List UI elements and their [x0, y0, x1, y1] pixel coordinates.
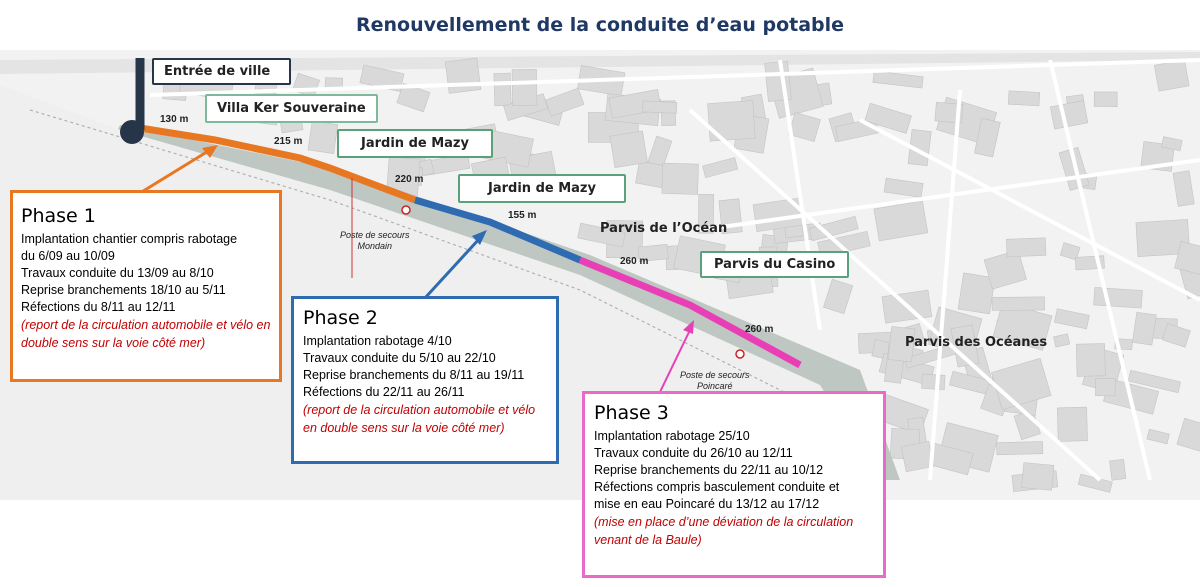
phase2-line: Réfections du 22/11 au 26/11: [303, 385, 465, 399]
city-block: [494, 73, 511, 106]
place-parvis-casino: Parvis du Casino: [700, 251, 849, 278]
phase3-title: Phase 3: [594, 402, 669, 424]
phase2-line: Implantation rabotage 4/10: [303, 334, 452, 348]
place-villa-ker-souveraine: Villa Ker Souveraine: [205, 94, 378, 123]
distance-label-4: 155 m: [508, 210, 537, 221]
city-block: [1006, 238, 1046, 257]
phase1-line: Implantation chantier compris rabotage: [21, 232, 238, 246]
phase2-box: [291, 296, 559, 464]
city-block: [992, 297, 1045, 311]
city-block: [1076, 344, 1105, 377]
phase1-line: Reprise branchements 18/10 au 5/11: [21, 283, 226, 297]
city-block: [662, 163, 699, 194]
phase3-box: [582, 391, 886, 578]
phase3-line: mise en eau Poincaré du 13/12 au 17/12: [594, 497, 820, 511]
poste-poincare-label: [680, 370, 750, 392]
poste-mondain-line2: Mondain: [357, 241, 393, 251]
city-block: [708, 101, 756, 142]
city-block: [1132, 312, 1156, 345]
city-block: [1154, 60, 1189, 91]
city-block: [765, 61, 792, 101]
city-block: [922, 374, 945, 390]
place-parvis-oceanes: Parvis des Océanes: [905, 335, 1048, 350]
poste-mondain-marker: [402, 206, 410, 214]
city-block: [1110, 459, 1126, 480]
page-title: Renouvellement de la conduite d’eau potable: [355, 14, 845, 36]
phase1-box: [10, 190, 282, 382]
distance-label-3: 220 m: [395, 174, 424, 185]
distance-label-5: 260 m: [620, 256, 649, 267]
city-block: [1022, 463, 1054, 491]
city-block: [1095, 378, 1115, 395]
city-block: [610, 131, 648, 168]
poste-poincare-marker: [736, 350, 744, 358]
place-parvis-ocean: Parvis de l’Océan: [600, 221, 728, 236]
place-jardin-de-mazy-1: Jardin de Mazy: [337, 129, 493, 158]
city-block: [901, 441, 933, 472]
phase3-line: Reprise branchements du 22/11 au 10/12: [594, 463, 824, 477]
distance-label-1: 130 m: [160, 114, 189, 125]
city-block: [1008, 91, 1040, 106]
city-block: [445, 58, 481, 93]
poste-mondain-line1: Poste de secours: [340, 230, 410, 240]
phase3-line: Travaux conduite du 26/10 au 12/11: [594, 446, 793, 460]
city-block: [643, 101, 677, 113]
phase2-note: (report de la circulation automobile et vélo en double sens sur la voie côté mer): [303, 403, 536, 435]
city-block: [308, 121, 338, 154]
phase2-title: Phase 2: [303, 307, 378, 329]
city-block: [1057, 407, 1087, 441]
phase1-line: Réfections du 8/11 au 12/11: [21, 300, 176, 314]
phase3-note: (mise en place d’une déviation de la circulation venant de la Baule): [594, 515, 854, 547]
place-jardin-de-mazy-2: Jardin de Mazy: [458, 174, 626, 203]
phase1-line: Travaux conduite du 13/09 au 8/10: [21, 266, 214, 280]
phase2-line: Reprise branchements du 8/11 au 19/11: [303, 368, 525, 382]
city-block: [512, 69, 537, 105]
city-block: [1094, 92, 1117, 107]
poste-poincare-line1: Poste de secours: [680, 370, 750, 380]
place-entree-de-ville: Entrée de ville: [152, 58, 291, 85]
poste-mondain-label: [340, 230, 410, 252]
phase3-line: Réfections compris basculement conduite et: [594, 480, 840, 494]
city-block: [1094, 287, 1143, 308]
poste-poincare-line2: Poincaré: [697, 381, 733, 391]
distance-label-2: 215 m: [274, 136, 303, 147]
phase2-line: Travaux conduite du 5/10 au 22/10: [303, 351, 496, 365]
city-block: [997, 442, 1043, 455]
entree-roundabout: [120, 120, 144, 144]
distance-label-6: 260 m: [745, 324, 774, 335]
phase3-line: Implantation rabotage 25/10: [594, 429, 750, 443]
phase1-line: du 6/09 au 10/09: [21, 249, 115, 263]
phase1-note: (report de la circulation automobile et vélo en double sens sur la voie côté mer): [21, 318, 271, 350]
phase1-title: Phase 1: [21, 205, 96, 227]
